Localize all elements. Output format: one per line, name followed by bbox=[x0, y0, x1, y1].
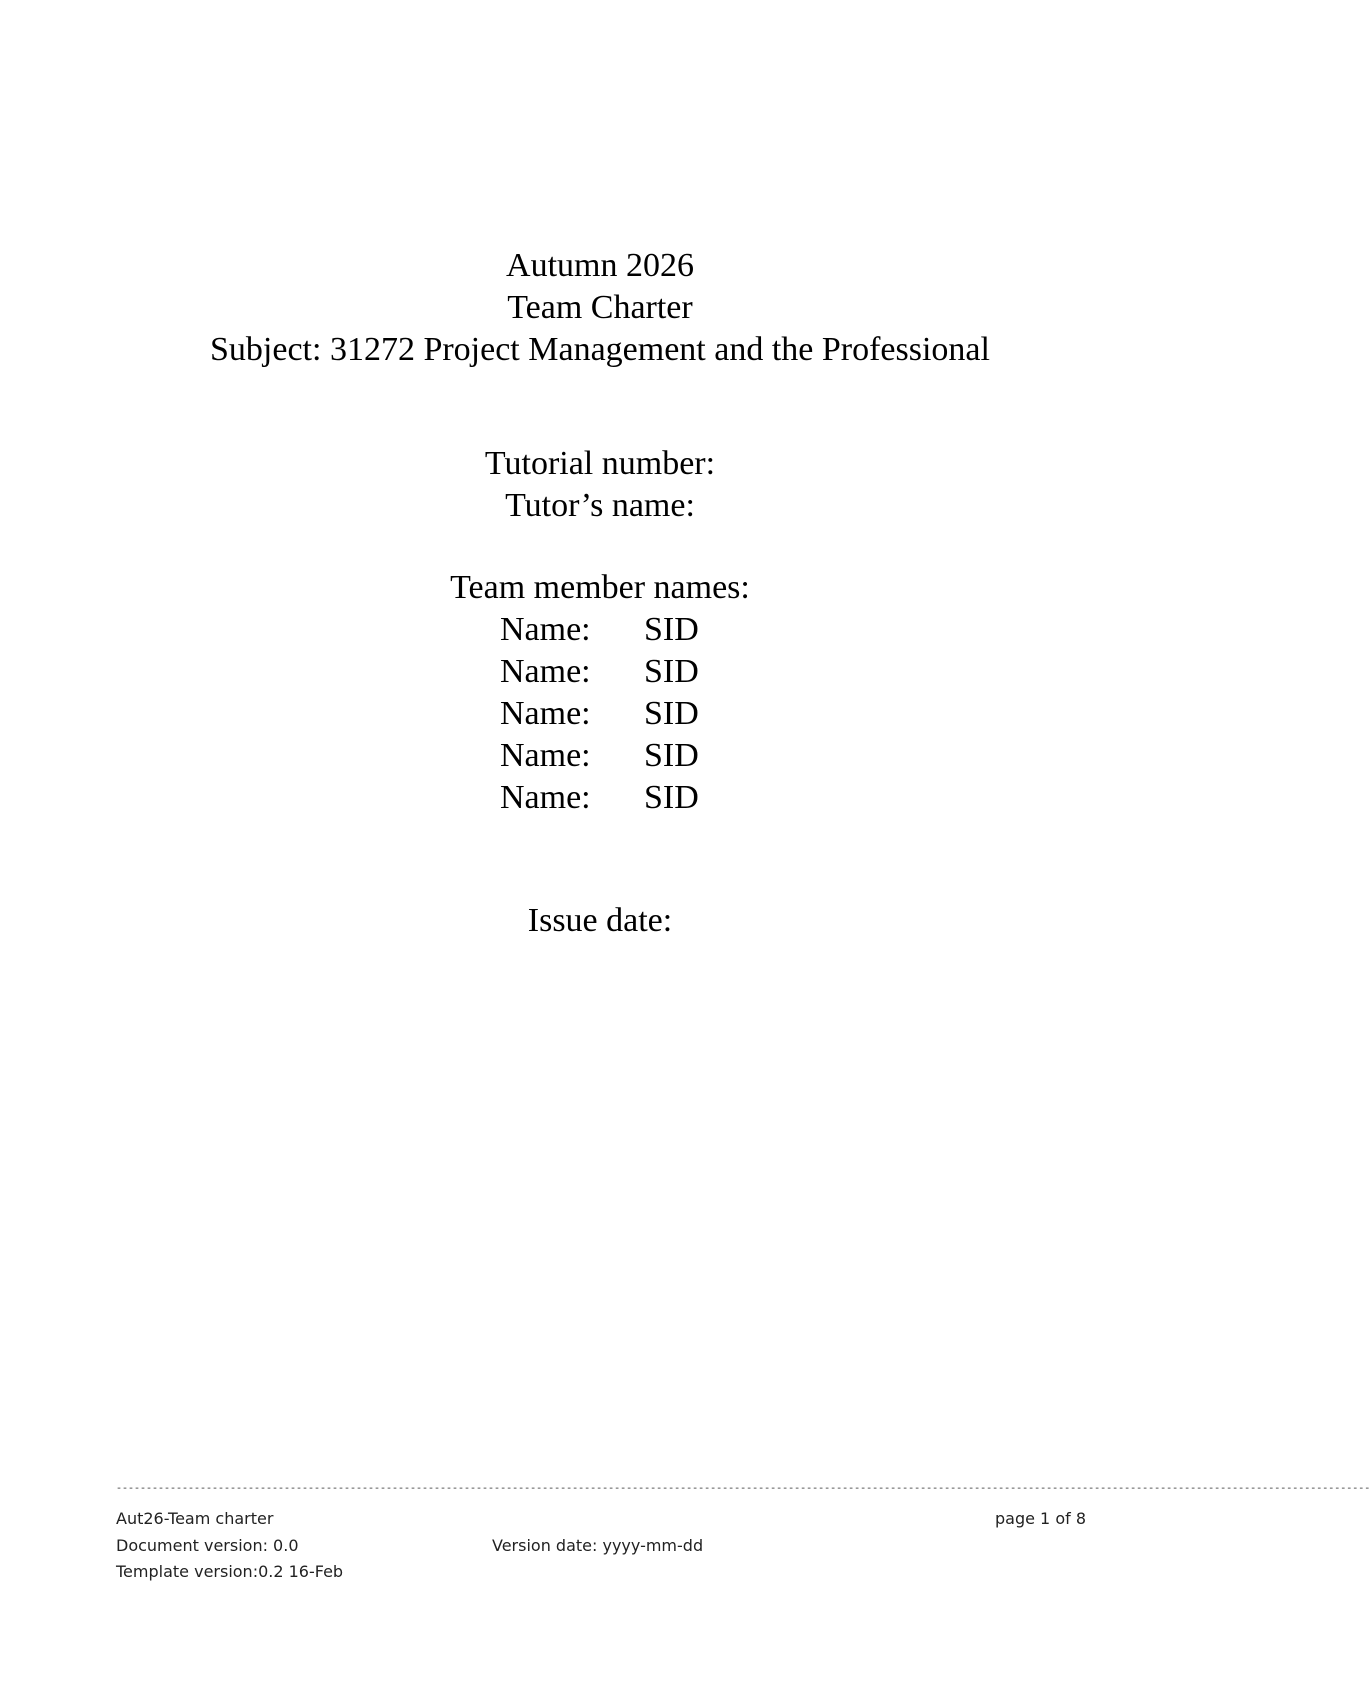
member-name-label: Name: bbox=[500, 737, 591, 774]
member-row bbox=[500, 609, 760, 651]
member-sid-label: SID bbox=[644, 737, 699, 774]
footer-doc-name: Aut26-Team charter bbox=[116, 1509, 274, 1528]
footer-doc-version: Document version: 0.0 bbox=[116, 1536, 299, 1555]
member-name-label: Name: bbox=[500, 779, 591, 816]
member-row bbox=[500, 735, 760, 777]
member-sid-label: SID bbox=[644, 695, 699, 732]
tutorial-number-label: Tutorial number: bbox=[484, 445, 716, 482]
member-row bbox=[500, 777, 760, 819]
member-name-label: Name: bbox=[500, 611, 591, 648]
issue-date-block bbox=[0, 900, 1200, 942]
footer-version-date: Version date: yyyy-mm-dd bbox=[492, 1536, 704, 1555]
member-sid-label: SID bbox=[644, 779, 699, 816]
member-name-label: Name: bbox=[500, 695, 591, 732]
footer-page-info: page 1 of 8 bbox=[995, 1509, 1086, 1528]
team-members-heading: Team member names: bbox=[450, 569, 750, 606]
document-title: Team Charter bbox=[507, 289, 693, 326]
team-heading-block bbox=[0, 567, 1200, 609]
term-title: Autumn 2026 bbox=[506, 247, 694, 284]
footer-divider: ----------------------------------------------------------------------------------------------------------------------------------------------------------------------------------------------------------------- bbox=[116, 1484, 1370, 1495]
footer-template-version: Template version:0.2 16-Feb bbox=[116, 1562, 344, 1581]
tutor-name-label: Tutor’s name: bbox=[505, 487, 695, 524]
member-row bbox=[500, 651, 760, 693]
title-block bbox=[0, 245, 1200, 371]
team-member-list bbox=[500, 609, 760, 819]
tutorial-block bbox=[0, 443, 1200, 527]
member-name-label: Name: bbox=[500, 653, 591, 690]
issue-date-label: Issue date: bbox=[527, 902, 673, 939]
member-row bbox=[500, 693, 760, 735]
member-sid-label: SID bbox=[644, 611, 699, 648]
member-sid-label: SID bbox=[644, 653, 699, 690]
subject-title: Subject: 31272 Project Management and the Professional bbox=[210, 331, 990, 368]
